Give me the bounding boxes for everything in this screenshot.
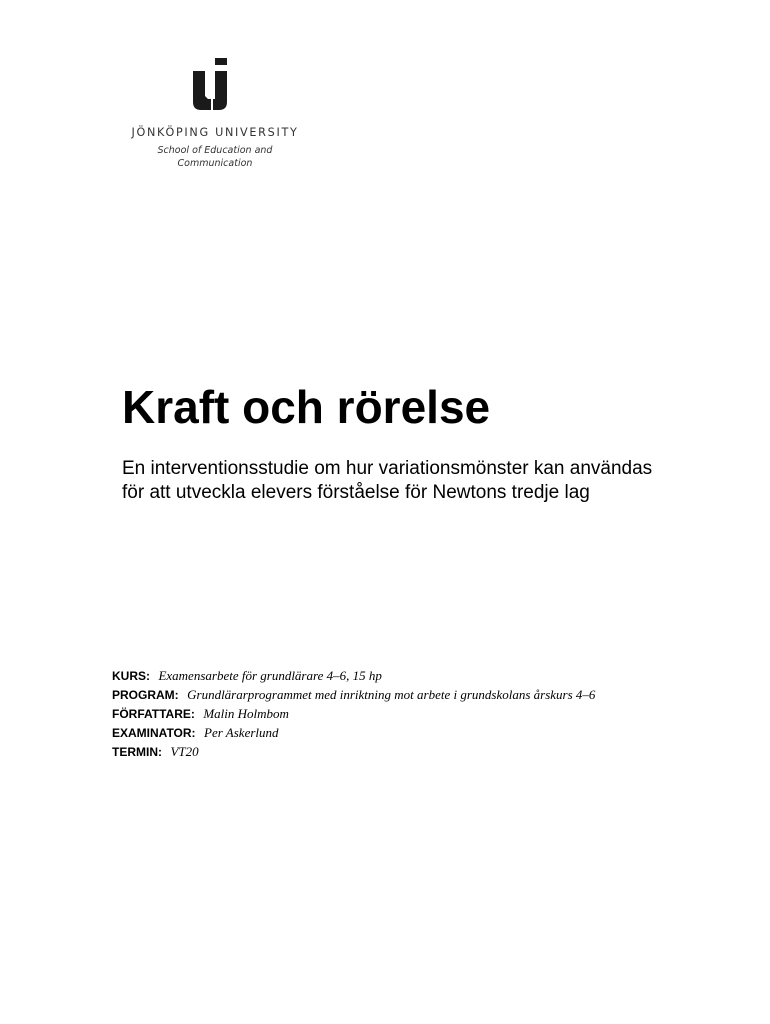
meta-row-course	[112, 666, 595, 685]
university-logo	[122, 58, 308, 172]
school-name	[122, 144, 308, 170]
meta-row-term	[112, 742, 595, 761]
meta-label: KURS:	[112, 669, 150, 683]
meta-row-author	[112, 704, 595, 723]
meta-value: Examensarbete för grundlärare 4–6, 15 hp	[158, 668, 382, 683]
document-subtitle: En interventionsstudie om hur variationsmönster kan användas för att utveckla elevers förståelse för Newtons tredje lag	[122, 458, 653, 503]
meta-row-program	[112, 685, 595, 704]
school-name-line2: Communication	[177, 158, 253, 169]
ju-logo-icon	[193, 58, 237, 110]
meta-label: TERMIN:	[112, 745, 162, 759]
meta-value: Grundlärarprogrammet med inriktning mot arbete i grundskolans årskurs 4–6	[187, 687, 596, 702]
school-name-line1: School of Education and	[157, 145, 273, 156]
university-name: JÖNKÖPING UNIVERSITY	[131, 126, 299, 139]
meta-row-examiner	[112, 723, 595, 742]
meta-label: PROGRAM:	[112, 688, 179, 702]
meta-label: FÖRFATTARE:	[112, 707, 195, 721]
metadata-block	[112, 666, 595, 761]
meta-value: Malin Holmbom	[203, 706, 289, 721]
meta-label: EXAMINATOR:	[112, 726, 196, 740]
meta-value: VT20	[170, 744, 199, 759]
document-title: Kraft och rörelse	[122, 381, 491, 433]
meta-value: Per Askerlund	[204, 725, 279, 740]
